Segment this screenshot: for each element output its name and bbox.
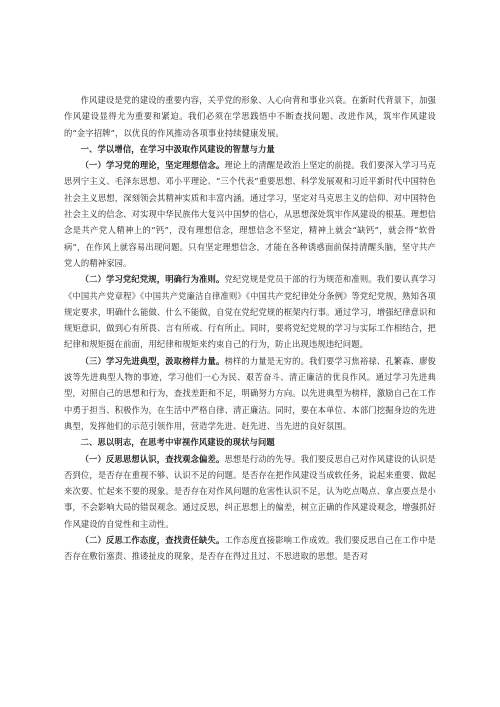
section-heading-1: 一、学以增信，在学习中汲取作风建设的智慧与力量 xyxy=(80,143,275,154)
item-lead: （一）学习党的理论，坚定理想信念。 xyxy=(80,160,225,171)
section1-item-2 xyxy=(64,271,436,352)
item-lead: （二）反思工作态度，查找责任缺失。 xyxy=(80,535,225,546)
intro-paragraph: 作风建设是党的建设的重要内容，关乎党的形象、人心向背和事业兴衰。在新时代背景下，加强作风建设显得尤为重要和紧迫。我们必须在学思践悟中不断查找问题、改进作风，筑牢作风建设的“金字招牌”，以优良的作风推动各项事业持续健康发展。 xyxy=(64,95,436,138)
item-body: 党纪党规是党员干部的行为规范和准则。我们要认真学习《中国共产党章程》《中国共产党廉洁自律准则》《中国共产党纪律处分条例》等党纪党规，熟知各项规定要求，明确什么能做、什么不能做，自觉在党纪党规的框架内行事。通过学习，增强纪律意识和规矩意识，做到心有所畏、言有所戒、行有所止。同时，要将党纪党规的学习与实际工作相结合，把纪律和规矩挺在前面，用纪律和规矩来约束自己的行为，防止出现违规违纪问题。 xyxy=(64,274,436,350)
section1-item-3 xyxy=(64,353,436,434)
section-heading-2: 二、思以明志，在思考中审视作风建设的现状与问题 xyxy=(80,437,275,448)
item-body: 工作态度直接影响工作成效。我们要反思自己在工作中是否存在敷衍塞责、推诿扯皮的现象，是否存在得过且过、不思进取的思想。是否对 xyxy=(64,535,436,562)
item-lead: （二）学习党纪党规，明确行为准则。 xyxy=(80,274,225,285)
section1-item-1 xyxy=(64,157,436,271)
item-body: 榜样的力量是无穷的。我们要学习焦裕禄、孔繁森、廖俊波等先进典型人物的事迹，学习他们一心为民、艰苦奋斗、清正廉洁的优良作风。通过学习先进典型，对照自己的思想和行为，查找差距和不足，明确努力方向。以先进典型为榜样，激励自己在工作中勇于担当、积极作为，在生活中严格自律、清正廉洁。同时，要在本单位、本部门挖掘身边的先进典型，发挥他们的示范引领作用，营造学先进、赶先进、当先进的良好氛围。 xyxy=(64,355,436,431)
section2-item-2 xyxy=(64,532,436,565)
section2-item-1 xyxy=(64,451,436,532)
item-body: 理论上的清醒是政治上坚定的前提。我们要深入学习马克思列宁主义、毛泽东思想、邓小平理论、“三个代表”重要思想、科学发展观和习近平新时代中国特色社会主义思想，深刻领会其精神实质和丰富内涵。通过学习，坚定对马克思主义的信仰、对中国特色社会主义的信念、对实现中华民族伟大复兴中国梦的信心，从思想深处筑牢作风建设的根基。理想信念是共产党人精神上的“钙”，没有理想信念，理想信念不坚定，精神上就会“缺钙”，就会得“软骨病”，在作风上就容易出现问题。只有坚定理想信念，才能在各种诱惑面前保持清醒头脑，坚守共产党人的精神家园。 xyxy=(64,160,437,268)
item-lead: （一）反思思想认识，查找观念偏差。 xyxy=(80,453,225,464)
item-body: 思想是行动的先导。我们要反思自己对作风建设的认识是否到位，是否存在重视不够、认识不足的问题。是否存在把作风建设当成软任务，说起来重要、做起来次要、忙起来不要的现象。是否存在对作风问题的危害性认识不足，认为吃点喝点、拿点要点是小事，不会影响大局的错误观念。通过反思，纠正思想上的偏差，树立正确的作风建设观念，增强抓好作风建设的自觉性和主动性。 xyxy=(64,453,436,529)
item-lead: （三）学习先进典型，汲取榜样力量。 xyxy=(80,355,225,366)
